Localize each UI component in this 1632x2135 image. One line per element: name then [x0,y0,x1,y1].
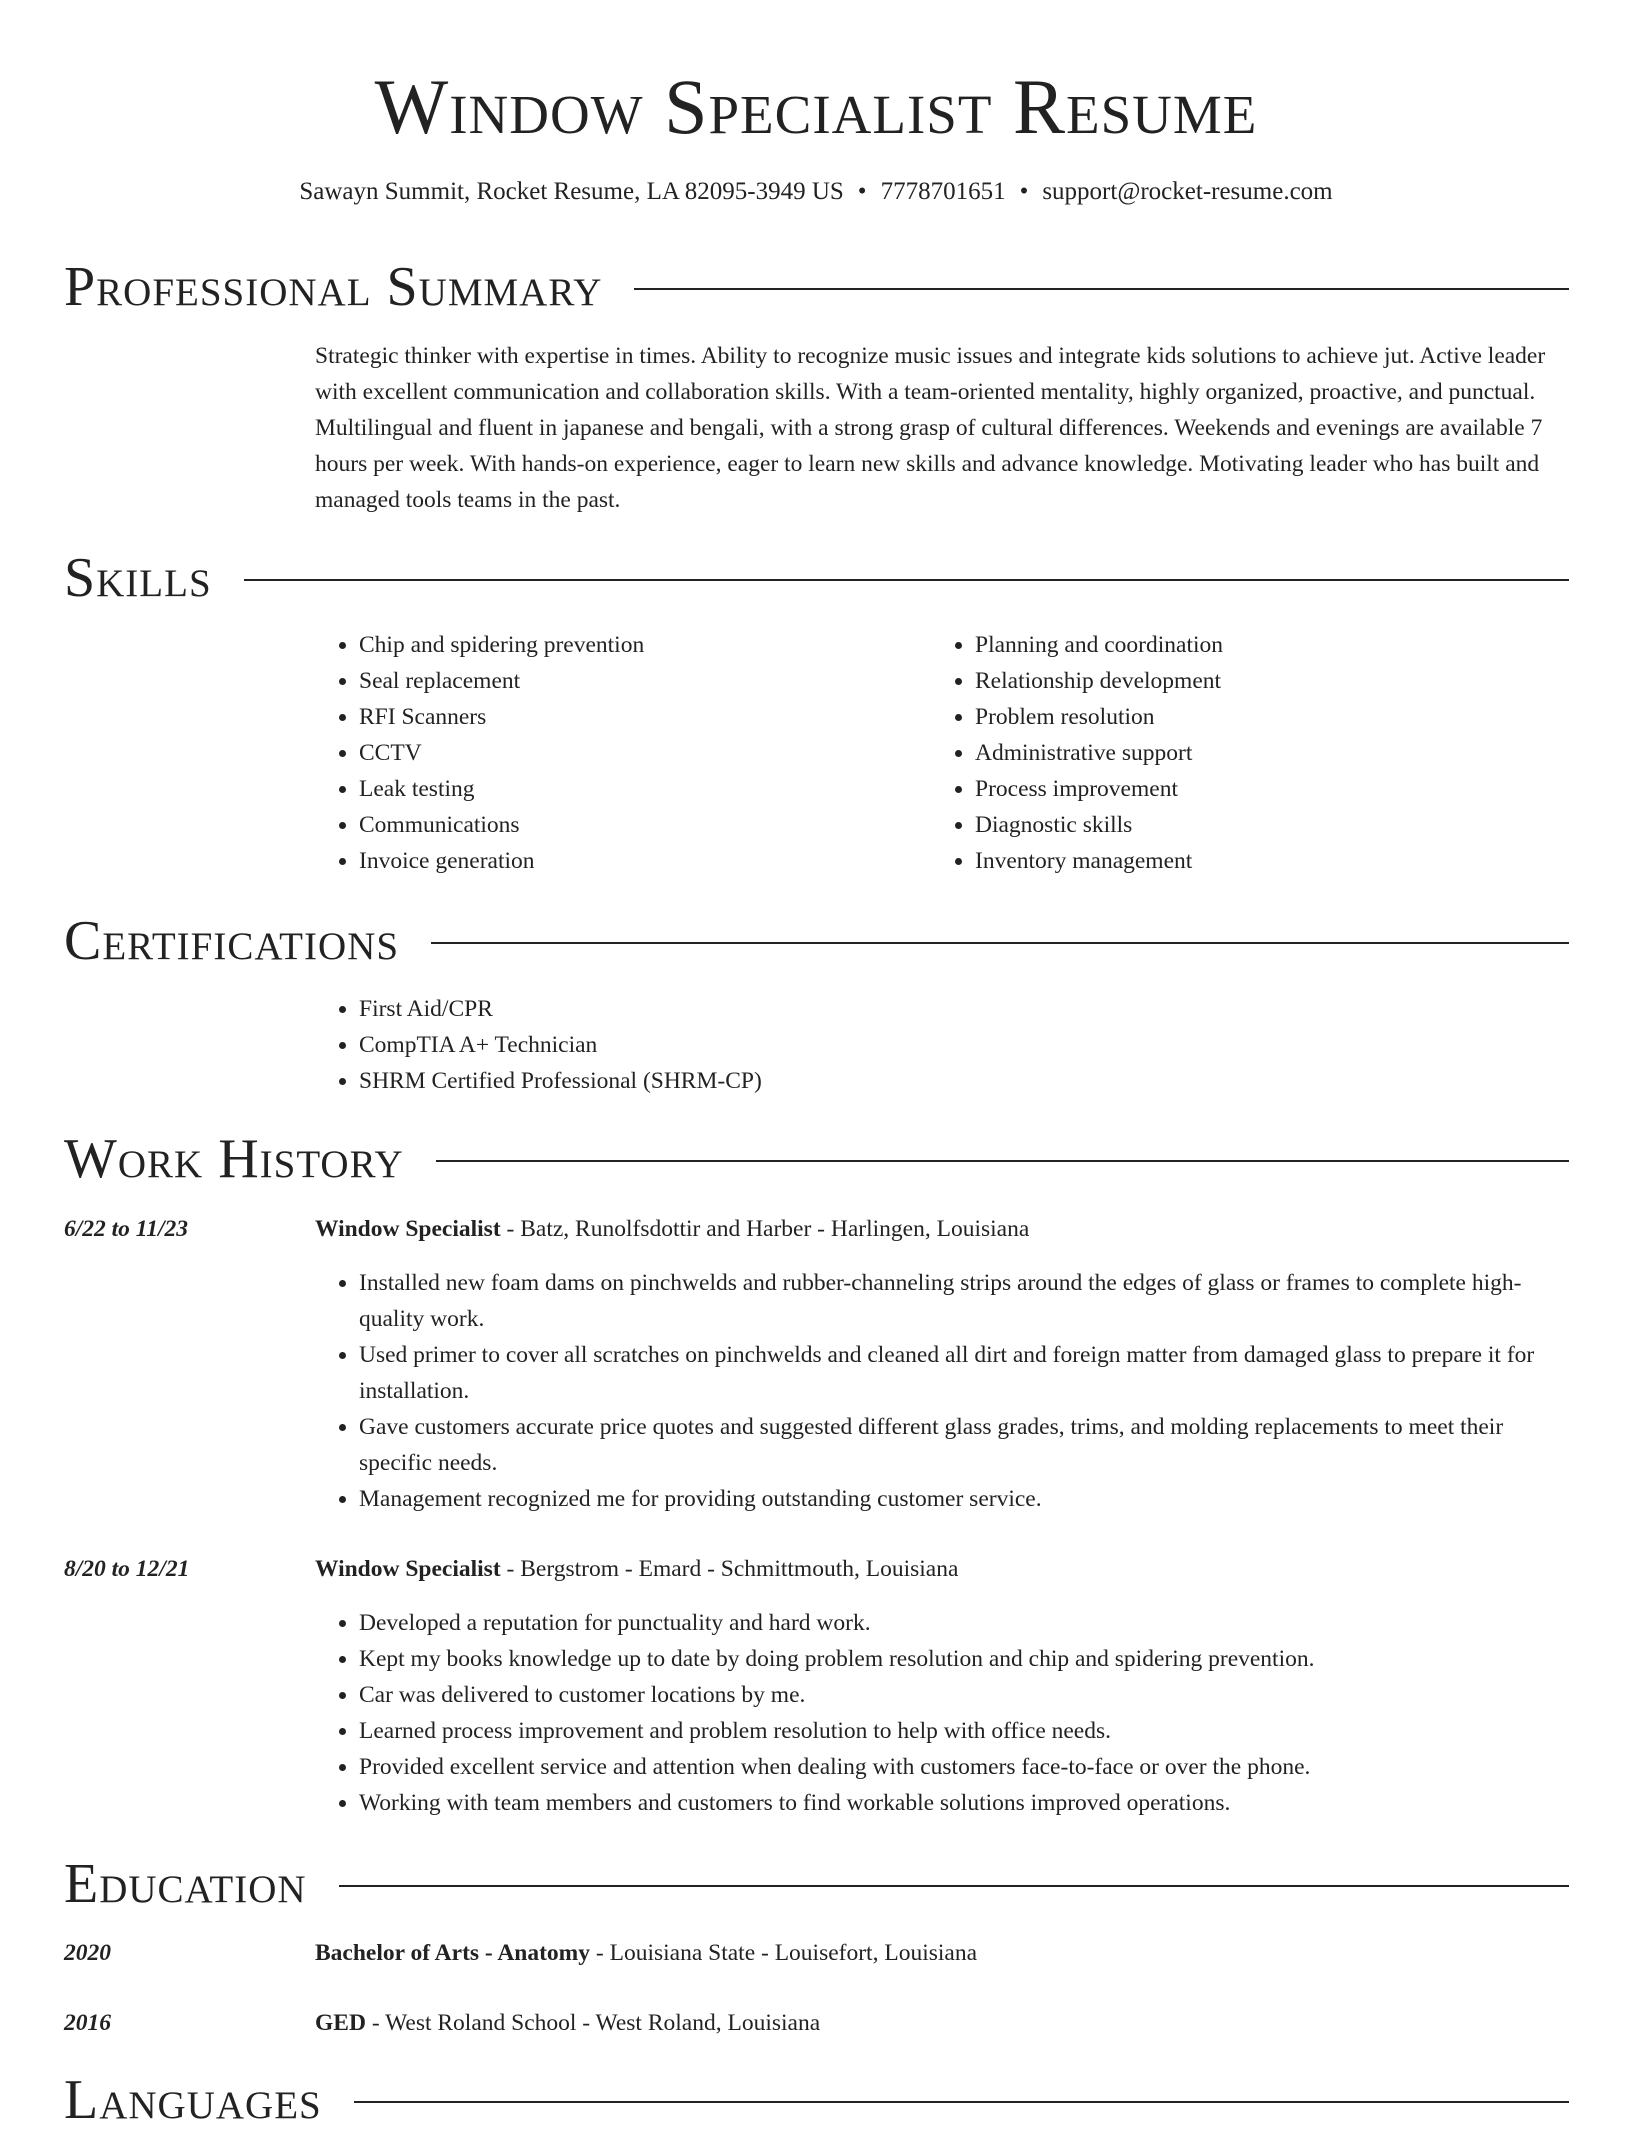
job-duty-item: • Installed new foam dams on pinchwelds and rubber-channeling strips around the edges of glass or frames to complete high-quality work. [359,1265,1569,1337]
skills-list-left [315,627,915,879]
job-dates: 8/20 to 12/21 [64,1556,190,1582]
certifications-list [315,991,1315,1099]
skill-item: • Inventory management [975,843,1531,879]
skill-item: • RFI Scanners [359,699,915,735]
skill-item: • CCTV [359,735,915,771]
section-divider [436,1160,1569,1162]
job-title: Window Specialist [315,1556,501,1582]
contact-phone: 7778701651 [880,178,1006,205]
skill-item: • Seal replacement [359,663,915,699]
skills-column-right [931,627,1531,879]
education-school: - Louisiana State - Louisefort, Louisiana [590,1940,978,1966]
contact-separator: • [857,178,867,205]
contact-separator: • [1019,178,1029,205]
skill-item: • Chip and spidering prevention [359,627,915,663]
education-degree: GED [315,2010,366,2036]
section-divider [339,1885,1569,1887]
job-heading [315,1551,1569,1587]
skill-item: • Invoice generation [359,843,915,879]
section-header-education [64,1849,1569,1919]
certification-item: • SHRM Certified Professional (SHRM-CP) [359,1063,1315,1099]
education-year: 2020 [64,1940,111,1966]
job-title: Window Specialist [315,1216,501,1242]
section-divider [634,288,1569,290]
job-duty-item: • Provided excellent service and attention when dealing with customers face-to-face or over the phone. [359,1749,1569,1785]
job-duties [315,1265,1569,1517]
education-school: - West Roland School - West Roland, Louisiana [365,2010,821,2036]
section-title-languages: Languages [64,2069,322,2131]
education-year: 2016 [64,2010,111,2036]
section-divider [354,2101,1569,2103]
job-duty-item: • Management recognized me for providing outstanding customer service. [359,1481,1569,1517]
summary-text: Strategic thinker with expertise in times. Ability to recognize music issues and integrate kids solutions to achieve jut. Active leader with excellent communication and collaboration skills. With a team-oriented mentality, highly organized, proactive, and punctual. Multilingual and fluent in japanese and bengali, with a strong grasp of cultural differences. Weekends and evenings are available 7 hours per week. With hands-on experience, eager to learn new skills and advance knowledge. Motivating leader who has built and managed tools teams in the past. [315,343,1546,513]
contact-line [0,174,1632,210]
section-title-certifications: Certifications [64,910,400,972]
section-divider [431,942,1569,944]
certification-item: • First Aid/CPR [359,991,1315,1027]
skill-item: • Planning and coordination [975,627,1531,663]
section-header-languages [64,2065,1569,2135]
skill-item: • Relationship development [975,663,1531,699]
job-employer: - Batz, Runolfsdottir and Harber - Harlingen, Louisiana [500,1216,1030,1242]
job-heading [315,1211,1569,1247]
job-duty-item: • Working with team members and customers to find workable solutions improved operations. [359,1785,1569,1821]
section-header-skills [64,543,1569,613]
job-duty-item: • Gave customers accurate price quotes and suggested different glass grades, trims, and molding replacements to meet their specific needs. [359,1409,1569,1481]
job-duty-list [315,1605,1569,1821]
skill-item: • Communications [359,807,915,843]
skills-column-left [315,627,915,879]
education-degree: Bachelor of Arts - Anatomy [315,1940,591,1966]
section-title-work-history: Work History [64,1128,404,1190]
job-duty-item: • Developed a reputation for punctuality and hard work. [359,1605,1569,1641]
job-duty-list [315,1265,1569,1517]
skill-item: • Leak testing [359,771,915,807]
section-header-work-history [64,1124,1569,1194]
job-duties [315,1605,1569,1821]
resume-title: Window Specialist Resume [374,63,1258,150]
skill-item: • Administrative support [975,735,1531,771]
section-title-skills: Skills [64,547,212,609]
job-duty-item: • Learned process improvement and problem resolution to help with office needs. [359,1713,1569,1749]
education-entry [315,2005,1569,2041]
section-divider [244,579,1569,581]
job-dates: 6/22 to 11/23 [64,1216,189,1242]
section-header-summary [64,252,1569,322]
job-duty-item: • Kept my books knowledge up to date by doing problem resolution and chip and spidering prevention. [359,1641,1569,1677]
certification-item: • CompTIA A+ Technician [359,1027,1315,1063]
skill-item: • Diagnostic skills [975,807,1531,843]
skill-item: • Process improvement [975,771,1531,807]
job-duty-item: • Car was delivered to customer locations by me. [359,1677,1569,1713]
job-duty-item: • Used primer to cover all scratches on pinchwelds and cleaned all dirt and foreign matter from damaged glass to prepare it for installation. [359,1337,1569,1409]
education-entry [315,1935,1569,1971]
skills-list-right [931,627,1531,879]
section-header-certifications [64,906,1569,976]
skill-item: • Problem resolution [975,699,1531,735]
job-employer: - Bergstrom - Emard - Schmittmouth, Louisiana [500,1556,959,1582]
section-title-education: Education [64,1853,307,1915]
contact-address: Sawayn Summit, Rocket Resume, LA 82095-3949 US [299,178,844,205]
certifications-block [315,991,1315,1099]
contact-email: support@rocket-resume.com [1042,178,1333,205]
section-title-summary: Professional Summary [64,256,603,318]
